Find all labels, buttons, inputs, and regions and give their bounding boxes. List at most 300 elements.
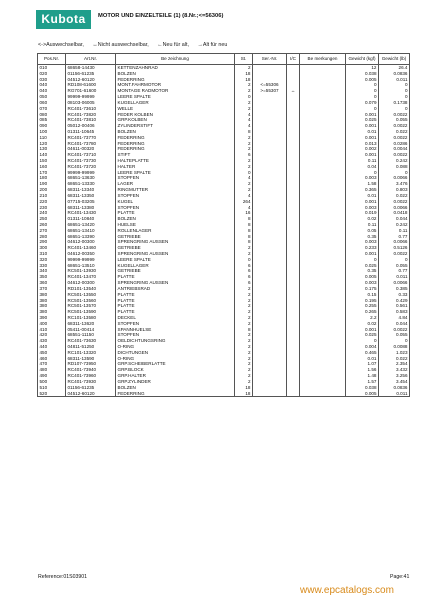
- cell-weight-lb: 1.023: [379, 350, 410, 356]
- cell-weight-lb: 0: [379, 106, 410, 112]
- cell-weight-lb: 0.055: [379, 117, 410, 123]
- cell-weight-kgf: 0.038: [346, 385, 379, 391]
- cell-part-number: RD101-13540: [66, 286, 116, 292]
- cell-weight-kgf: 0.025: [346, 263, 379, 269]
- cell-description: DICHTUNGEN: [116, 350, 235, 356]
- legend-item-old-for-new: →Alt für neu: [197, 42, 228, 48]
- column-header-weight-kgf: Gewicht (kgf): [346, 54, 379, 65]
- cell-pos: 510: [38, 385, 66, 391]
- cell-part-number: RC401-73940: [66, 367, 116, 373]
- cell-description: LEERE SPALTE: [116, 170, 235, 176]
- cell-quantity: 8: [235, 228, 253, 234]
- column-header-pos: Pos.Nr.: [38, 54, 66, 65]
- cell-weight-lb: 3.476: [379, 181, 410, 187]
- cell-part-number: RC401-13470: [66, 274, 116, 280]
- cell-pos: 070: [38, 106, 66, 112]
- cell-weight-lb: 0.5126: [379, 245, 410, 251]
- cell-quantity: 18: [235, 391, 253, 397]
- cell-part-number: 68651-13420: [66, 222, 116, 228]
- cell-weight-lb: 0.0088: [379, 344, 410, 350]
- cell-weight-kgf: 1.07: [346, 361, 379, 367]
- cell-weight-kgf: 2.2: [346, 315, 379, 321]
- cell-quantity: 4: [235, 112, 253, 118]
- cell-weight-lb: 0.385: [379, 286, 410, 292]
- cell-serial: >=55307: [253, 88, 287, 94]
- cell-part-number: RC401-73930: [66, 379, 116, 385]
- cell-pos: 090: [38, 123, 66, 129]
- cell-description: PLATTE: [116, 210, 235, 216]
- cell-quantity: 2: [235, 164, 253, 170]
- cell-weight-kgf: 0.001: [346, 152, 379, 158]
- cell-description: GRP.BLOCK: [116, 367, 235, 373]
- cell-description: MONTAGE RADMOTOR: [116, 88, 235, 94]
- parts-table: [37, 53, 410, 397]
- cell-part-number: 68651-13390: [66, 234, 116, 240]
- cell-pos: 270: [38, 228, 66, 234]
- cell-quantity: 8: [235, 327, 253, 333]
- legend-item-new-for-old: ←Neu für alt,: [157, 42, 189, 48]
- cell-weight-lb: 0.0066: [379, 280, 410, 286]
- cell-description: GETRIEBE: [116, 268, 235, 274]
- cell-pos: 190: [38, 181, 66, 187]
- cell-quantity: 2: [235, 332, 253, 338]
- cell-description: OELDICHTUNGSRING: [116, 338, 235, 344]
- cell-weight-kgf: 0.255: [346, 303, 379, 309]
- cell-weight-lb: 0.011: [379, 391, 410, 397]
- cell-description: KUGELLAGER: [116, 263, 235, 269]
- cell-description: FEDERRING: [116, 135, 235, 141]
- cell-part-number: RC401-73610: [66, 106, 116, 112]
- cell-description: PLATTE: [116, 274, 235, 280]
- cell-part-number: 68551-11150: [66, 332, 116, 338]
- cell-quantity: 2: [235, 292, 253, 298]
- cell-weight-lb: 0.0836: [379, 71, 410, 77]
- cell-part-number: 01311-10645: [66, 129, 116, 135]
- cell-weight-kgf: 0.005: [346, 391, 379, 397]
- cell-weight-kgf: 0: [346, 257, 379, 263]
- cell-quantity: 0: [235, 257, 253, 263]
- cell-quantity: 2: [235, 158, 253, 164]
- cell-description: LAGER: [116, 181, 235, 187]
- cell-quantity: 0: [235, 170, 253, 176]
- cell-quantity: 2: [235, 135, 253, 141]
- cell-pos: 410: [38, 327, 66, 333]
- cell-description: PLATTE: [116, 298, 235, 304]
- cell-quantity: 4: [235, 123, 253, 129]
- cell-weight-kgf: 0.001: [346, 199, 379, 205]
- cell-weight-lb: 0.011: [379, 274, 410, 280]
- cell-description: SPRENGRING AUSSEN: [116, 280, 235, 286]
- cell-quantity: 2: [235, 245, 253, 251]
- cell-description: ANTRIEBSRAD: [116, 286, 235, 292]
- cell-part-number: 04811-51250: [66, 344, 116, 350]
- cell-quantity: 6: [235, 152, 253, 158]
- cell-pos: 450: [38, 350, 66, 356]
- cell-pos: 300: [38, 245, 66, 251]
- cell-pos: 500: [38, 379, 66, 385]
- cell-weight-lb: 0.11: [379, 228, 410, 234]
- cell-description: HUELSE: [116, 222, 235, 228]
- cell-quantity: 2: [235, 373, 253, 379]
- cell-pos: 060: [38, 100, 66, 106]
- cell-weight-lb: 0.0022: [379, 152, 410, 158]
- cell-ic: [287, 391, 300, 397]
- cell-quantity: 2: [235, 88, 253, 94]
- cell-description: FEDER KOLBEN: [116, 112, 235, 118]
- cell-weight-lb: 0.33: [379, 292, 410, 298]
- cell-pos: 210: [38, 193, 66, 199]
- cell-weight-lb: 0.0836: [379, 385, 410, 391]
- cell-description: SPRENGRING AUSSEN: [116, 251, 235, 257]
- table-row: [38, 391, 410, 397]
- cell-pos: 130: [38, 146, 66, 152]
- cell-pos: 240: [38, 210, 66, 216]
- cell-weight-kgf: 0.02: [346, 216, 379, 222]
- cell-ic: ↔: [287, 88, 300, 94]
- cell-quantity: 264: [235, 199, 253, 205]
- cell-weight-lb: 0.0022: [379, 123, 410, 129]
- cell-weight-kgf: 0.15: [346, 292, 379, 298]
- cell-weight-kgf: 0.003: [346, 205, 379, 211]
- cell-weight-kgf: 0.019: [346, 210, 379, 216]
- cell-weight-kgf: 0.003: [346, 175, 379, 181]
- page-title: MOTOR UND EINZELTEILE (1) (8.Nr.;<=56306): [98, 13, 224, 19]
- cell-weight-kgf: 0.079: [346, 100, 379, 106]
- cell-part-number: RC401-73960: [66, 373, 116, 379]
- cell-weight-lb: 0.044: [379, 321, 410, 327]
- cell-weight-kgf: 0.001: [346, 112, 379, 118]
- cell-quantity: 0: [235, 94, 253, 100]
- cell-pos: 170: [38, 170, 66, 176]
- cell-pos: 280: [38, 234, 66, 240]
- cell-description: O-RING: [116, 356, 235, 362]
- cell-weight-kgf: 0.195: [346, 298, 379, 304]
- cell-pos: 100: [38, 129, 66, 135]
- cell-weight-lb: 0.088: [379, 164, 410, 170]
- cell-weight-kgf: 1.56: [346, 367, 379, 373]
- cell-weight-kgf: 0.001: [346, 251, 379, 257]
- cell-weight-lb: 0.0022: [379, 112, 410, 118]
- cell-weight-kgf: 0.025: [346, 332, 379, 338]
- cell-description: GRP.ZYLINDER: [116, 379, 235, 385]
- cell-pos: 010: [38, 65, 66, 71]
- cell-weight-lb: 0: [379, 170, 410, 176]
- cell-weight-kgf: 0: [346, 170, 379, 176]
- cell-weight-kgf: 0.013: [346, 141, 379, 147]
- cell-weight-kgf: 0.11: [346, 222, 379, 228]
- cell-pos: 400: [38, 321, 66, 327]
- cell-pos: 320: [38, 257, 66, 263]
- cell-part-number: 68651-13510: [66, 263, 116, 269]
- cell-part-number: RC401-73780: [66, 141, 116, 147]
- cell-quantity: 2: [235, 146, 253, 152]
- cell-weight-kgf: 0.465: [346, 350, 379, 356]
- cell-part-number: 04512-60120: [66, 77, 116, 83]
- cell-description: MONT.FAHRMOTOR: [116, 82, 235, 88]
- cell-part-number: RC401-13460: [66, 245, 116, 251]
- cell-description: FEDERRING: [116, 77, 235, 83]
- cell-pos: 380: [38, 298, 66, 304]
- cell-weight-kgf: 0.265: [346, 309, 379, 315]
- cell-weight-kgf: 0.11: [346, 158, 379, 164]
- cell-weight-kgf: 0.003: [346, 280, 379, 286]
- cell-weight-lb: 0.055: [379, 332, 410, 338]
- cell-pos: 380: [38, 309, 66, 315]
- cell-part-number: RC401-13430: [66, 210, 116, 216]
- cell-weight-lb: 0.022: [379, 129, 410, 135]
- cell-pos: 110: [38, 135, 66, 141]
- cell-weight-lb: 0.1738: [379, 100, 410, 106]
- cell-pos: 490: [38, 373, 66, 379]
- cell-quantity: 8: [235, 234, 253, 240]
- cell-description: FEDERRING: [116, 141, 235, 147]
- cell-pos: 250: [38, 216, 66, 222]
- cell-part-number: 01156-61235: [66, 385, 116, 391]
- cell-weight-kgf: 0.05: [346, 228, 379, 234]
- cell-weight-kgf: 12: [346, 65, 379, 71]
- cell-part-number: RG701-61600: [66, 88, 116, 94]
- cell-part-number: 04612-00350: [66, 251, 116, 257]
- cell-description: STOPFEN: [116, 332, 235, 338]
- cell-description: GRP.KOLBEN: [116, 117, 235, 123]
- cell-pos: 340: [38, 268, 66, 274]
- cell-description: BOLZEN: [116, 129, 235, 135]
- cell-part-number: 04611-00320: [66, 146, 116, 152]
- cell-quantity: 2: [235, 367, 253, 373]
- cell-part-number: 68651-13410: [66, 228, 116, 234]
- legend-item-interchangeable: <->Auswechselbar,: [38, 42, 84, 48]
- cell-pos: 220: [38, 199, 66, 205]
- cell-weight-kgf: 0.175: [346, 286, 379, 292]
- cell-pos: 470: [38, 361, 66, 367]
- cell-quantity: 2: [235, 298, 253, 304]
- cell-weight-kgf: 0.04: [346, 164, 379, 170]
- cell-weight-lb: 0.0066: [379, 239, 410, 245]
- cell-pos: 360: [38, 280, 66, 286]
- cell-quantity: 2: [235, 338, 253, 344]
- cell-weight-kgf: 0.025: [346, 117, 379, 123]
- column-header-part-number: Art.Nr.: [66, 54, 116, 65]
- cell-weight-kgf: 0.038: [346, 71, 379, 77]
- cell-part-number: 01156-61235: [66, 71, 116, 77]
- cell-pos: 480: [38, 367, 66, 373]
- cell-description: PLATTE: [116, 292, 235, 298]
- cell-part-number: RC501-13930: [66, 268, 116, 274]
- cell-weight-lb: 0.0044: [379, 146, 410, 152]
- cell-part-number: RC401-73770: [66, 135, 116, 141]
- cell-weight-lb: 0.0022: [379, 327, 410, 333]
- cell-weight-lb: 0.055: [379, 263, 410, 269]
- cell-pos: 440: [38, 344, 66, 350]
- cell-part-number: RC501-13570: [66, 303, 116, 309]
- cell-quantity: 8: [235, 222, 253, 228]
- cell-quantity: 2: [235, 309, 253, 315]
- cell-weight-lb: 0.242: [379, 158, 410, 164]
- cell-weight-kgf: 0.35: [346, 268, 379, 274]
- cell-weight-kgf: 0.003: [346, 239, 379, 245]
- column-header-description: Be zeichnung: [116, 54, 235, 65]
- cell-weight-lb: 0.0286: [379, 141, 410, 147]
- cell-pos: 370: [38, 286, 66, 292]
- cell-pos: 150: [38, 158, 66, 164]
- cell-weight-kgf: 0.01: [346, 193, 379, 199]
- cell-part-number: RC101-13580: [66, 315, 116, 321]
- cell-part-number: RC101-13320: [66, 350, 116, 356]
- cell-weight-lb: 26.4: [379, 65, 410, 71]
- cell-description: O-RING: [116, 344, 235, 350]
- cell-part-number: 04512-60120: [66, 391, 116, 397]
- cell-weight-kgf: 0.004: [346, 344, 379, 350]
- cell-pos: 040: [38, 82, 66, 88]
- cell-pos: 420: [38, 332, 66, 338]
- cell-part-number: 01311-10840: [66, 216, 116, 222]
- cell-weight-lb: 0: [379, 88, 410, 94]
- cell-weight-lb: 0.0066: [379, 205, 410, 211]
- legend-item-not-interchangeable: ↔Nicht auswechselbar,: [92, 42, 149, 48]
- cell-description: SPANNHUELSE: [116, 327, 235, 333]
- cell-part-number: RC401-73730: [66, 158, 116, 164]
- cell-part-number: 07715-03205: [66, 199, 116, 205]
- table-header-row: [38, 54, 410, 65]
- cell-pos: 290: [38, 239, 66, 245]
- cell-weight-kgf: 0: [346, 94, 379, 100]
- reference-number: Reference:01S03901: [38, 574, 88, 580]
- cell-weight-kgf: 1.48: [346, 373, 379, 379]
- cell-quantity: 4: [235, 205, 253, 211]
- cell-description: KETTENZAHNRAD: [116, 65, 235, 71]
- cell-weight-kgf: 0: [346, 82, 379, 88]
- kubota-logo: Kubota: [36, 10, 91, 29]
- cell-description: LEERE SPALTE: [116, 94, 235, 100]
- cell-pos: 380: [38, 292, 66, 298]
- cell-description: PLATTE: [116, 309, 235, 315]
- cell-description: FEDERRING: [116, 146, 235, 152]
- cell-quantity: 2: [235, 181, 253, 187]
- cell-description: WELLE: [116, 106, 235, 112]
- cell-quantity: 2: [235, 82, 253, 88]
- cell-description: DECKEL: [116, 315, 235, 321]
- cell-pos: 350: [38, 274, 66, 280]
- cell-weight-lb: 0.0022: [379, 199, 410, 205]
- cell-quantity: 6: [235, 263, 253, 269]
- watermark-link[interactable]: www.epcatalogs.com: [300, 585, 394, 596]
- cell-pos: 120: [38, 141, 66, 147]
- cell-serial: [253, 391, 287, 397]
- cell-part-number: 68311-13340: [66, 187, 116, 193]
- cell-weight-lb: 0: [379, 257, 410, 263]
- cell-weight-kgf: 0.365: [346, 187, 379, 193]
- cell-part-number: RC401-73710: [66, 152, 116, 158]
- cell-pos: 310: [38, 251, 66, 257]
- cell-part-number: 68311-13380: [66, 205, 116, 211]
- cell-weight-kgf: 0: [346, 106, 379, 112]
- cell-pos: 040: [38, 88, 66, 94]
- cell-quantity: 2: [235, 303, 253, 309]
- cell-weight-kgf: 0.005: [346, 77, 379, 83]
- cell-quantity: 2: [235, 251, 253, 257]
- cell-weight-lb: 0.011: [379, 77, 410, 83]
- page-header: [36, 10, 416, 32]
- cell-weight-kgf: 0.01: [346, 356, 379, 362]
- cell-weight-lb: 0.0022: [379, 251, 410, 257]
- cell-part-number: RC501-13560: [66, 298, 116, 304]
- cell-pos: 160: [38, 164, 66, 170]
- cell-weight-lb: 3.256: [379, 373, 410, 379]
- cell-weight-kgf: 0.233: [346, 245, 379, 251]
- column-header-serial: Ser.-Nr.: [253, 54, 287, 65]
- cell-weight-lb: 0.0022: [379, 135, 410, 141]
- cell-weight-kgf: 0.01: [346, 129, 379, 135]
- cell-description: LEERE SPALTE: [116, 257, 235, 263]
- cell-quantity: 2: [235, 356, 253, 362]
- column-header-quantity: St.: [235, 54, 253, 65]
- cell-quantity: 2: [235, 187, 253, 193]
- cell-weight-kgf: 0.005: [346, 274, 379, 280]
- cell-weight-lb: 0.583: [379, 309, 410, 315]
- cell-serial: <=55306: [253, 82, 287, 88]
- cell-part-number: RC401-73810: [66, 117, 116, 123]
- cell-part-number: RC501-13550: [66, 292, 116, 298]
- cell-weight-kgf: 0.35: [346, 234, 379, 240]
- cell-quantity: 2: [235, 106, 253, 112]
- cell-quantity: 4: [235, 193, 253, 199]
- cell-weight-lb: 0.044: [379, 216, 410, 222]
- cell-description: BOLZEN: [116, 216, 235, 222]
- cell-part-number: 05012-00406: [66, 123, 116, 129]
- cell-pos: 140: [38, 152, 66, 158]
- cell-quantity: 18: [235, 77, 253, 83]
- cell-quantity: 18: [235, 385, 253, 391]
- cell-description: STOPFEN: [116, 205, 235, 211]
- cell-description: GETRIEBE: [116, 234, 235, 240]
- cell-pos: 230: [38, 205, 66, 211]
- cell-part-number: RD107-73950: [66, 361, 116, 367]
- cell-part-number: 68651-13330: [66, 181, 116, 187]
- cell-description: STOPFEN: [116, 175, 235, 181]
- cell-description: FEDERRING: [116, 391, 235, 397]
- cell-quantity: 6: [235, 280, 253, 286]
- cell-pos: 085: [38, 117, 66, 123]
- cell-weight-lb: 0.429: [379, 298, 410, 304]
- cell-description: STOPFEN: [116, 193, 235, 199]
- cell-weight-lb: 0.77: [379, 268, 410, 274]
- cell-description: STOPFEN: [116, 321, 235, 327]
- cell-weight-lb: 2.354: [379, 361, 410, 367]
- cell-description: GRP.HALTER: [116, 373, 235, 379]
- cell-quantity: 2: [235, 350, 253, 356]
- cell-pos: 520: [38, 391, 66, 397]
- cell-weight-kgf: 0: [346, 88, 379, 94]
- cell-description: PLATTE: [116, 303, 235, 309]
- cell-quantity: 2: [235, 141, 253, 147]
- cell-part-number: 04612-00300: [66, 239, 116, 245]
- cell-part-number: 68651-13630: [66, 175, 116, 181]
- cell-quantity: 2: [235, 100, 253, 106]
- cell-description: RINGMUTTER: [116, 187, 235, 193]
- cell-pos: 080: [38, 112, 66, 118]
- cell-weight-lb: 4.84: [379, 315, 410, 321]
- cell-weight-lb: 0.022: [379, 356, 410, 362]
- cell-description: GRP.SCHEIBERLATTE: [116, 361, 235, 367]
- interchangeability-legend: [38, 42, 234, 48]
- cell-part-number: RD108-61600: [66, 82, 116, 88]
- cell-remarks: [300, 391, 346, 397]
- cell-pos: 050: [38, 94, 66, 100]
- cell-quantity: 6: [235, 274, 253, 280]
- cell-quantity: 4: [235, 175, 253, 181]
- cell-quantity: 2: [235, 315, 253, 321]
- cell-weight-kgf: 0.001: [346, 135, 379, 141]
